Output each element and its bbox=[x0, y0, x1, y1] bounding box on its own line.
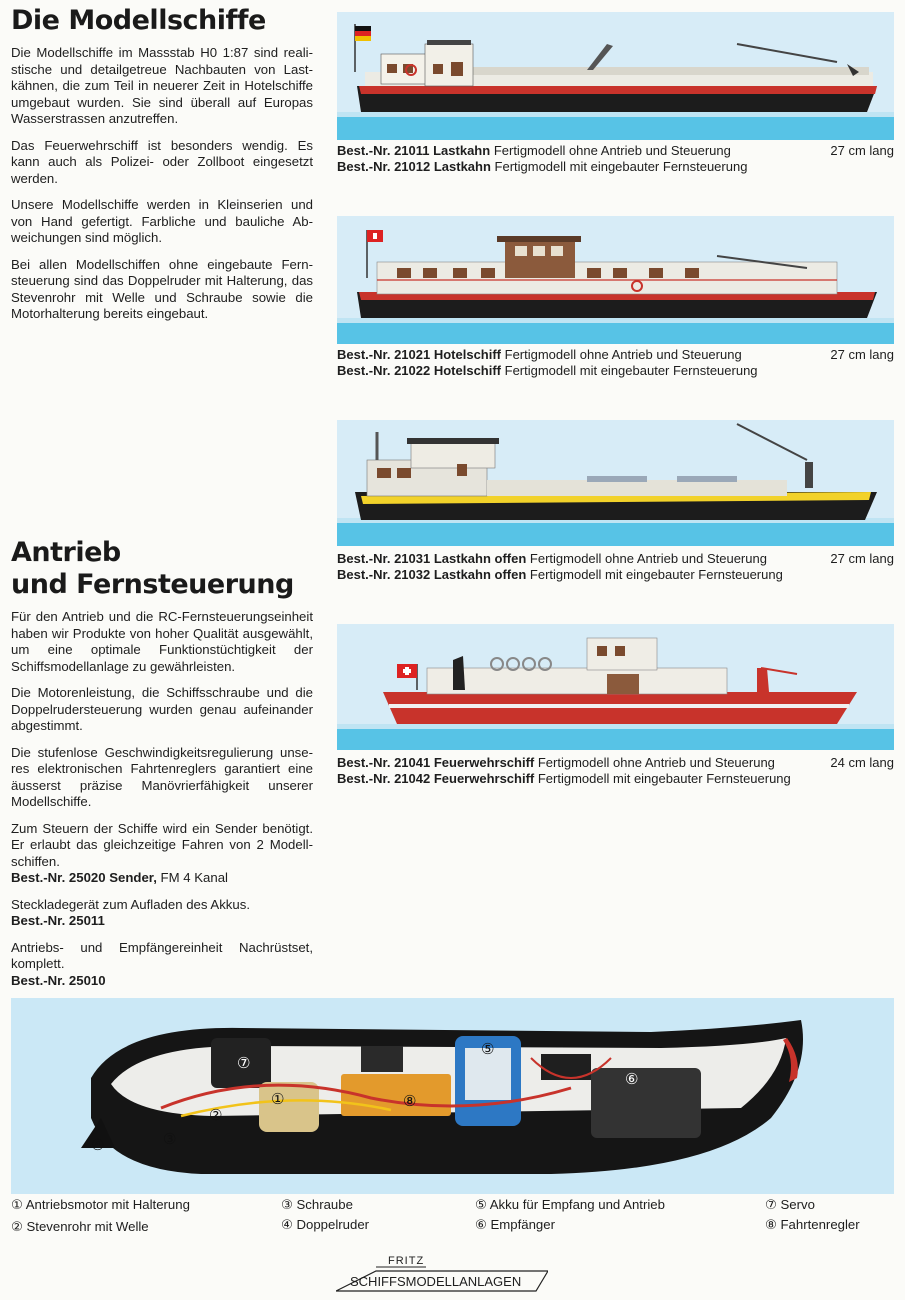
order-desc: Fertigmodell ohne Antrieb und Steuerung bbox=[526, 551, 767, 566]
charger-block bbox=[11, 897, 313, 930]
title-line: Antrieb bbox=[11, 537, 121, 568]
caption-hotelschiff bbox=[337, 347, 894, 379]
legend-item: ⑦ Servo bbox=[765, 1197, 815, 1212]
order-number: Best.-Nr. 21031 Lastkahn offen bbox=[337, 551, 527, 566]
legend-item: ⑤ Akku für Empfang und Antrieb bbox=[475, 1197, 665, 1212]
photo-lastkahn-offen bbox=[337, 420, 894, 546]
caption-line bbox=[337, 347, 894, 363]
diagram-label: ③ bbox=[163, 1131, 177, 1148]
caption-line bbox=[337, 143, 894, 159]
legend-column bbox=[11, 1197, 190, 1235]
sender-nr: Best.-Nr. 25020 Sender, bbox=[11, 870, 157, 885]
order-desc: Fertigmodell mit eingebauter Fernsteuerung bbox=[534, 771, 791, 786]
section-title-antrieb bbox=[11, 537, 294, 601]
diagram-label: ① bbox=[271, 1091, 285, 1108]
order-desc: Fertigmodell mit eingebauter Fernsteuerung bbox=[501, 363, 758, 378]
legend-column bbox=[765, 1197, 860, 1233]
intro-text bbox=[11, 45, 313, 333]
caption-line bbox=[337, 771, 894, 787]
diagram-label: ⑧ bbox=[403, 1093, 417, 1110]
caption-line bbox=[337, 551, 894, 567]
diagram-label: ⑦ bbox=[237, 1055, 251, 1072]
sender-desc: FM 4 Kanal bbox=[156, 870, 228, 885]
caption-feuerwehrschiff bbox=[337, 755, 894, 787]
order-desc: Fertigmodell mit eingebauter Fernsteuerung bbox=[490, 159, 748, 174]
length-label: 24 cm lang bbox=[830, 755, 894, 770]
paragraph: Unsere Modellschiffe werden in Kleinserien und von Hand gefertigt. Farbliche und bauliche Abweichungen sind möglich. bbox=[11, 197, 313, 245]
paragraph: Die Motorenleistung, die Schiffsschraube und die Doppelrudersteuerung wurden genau aufeinander abgestimmt. bbox=[11, 685, 313, 733]
legend-item: ③ Schraube bbox=[281, 1197, 353, 1212]
caption-line bbox=[337, 567, 894, 583]
kit-text: Antriebs- und Empfängereinheit Nachrüstset, komplett. bbox=[11, 939, 313, 971]
order-number: Best.-Nr. 21041 Feuerwehrschiff bbox=[337, 755, 535, 770]
paragraph: Die Modellschiffe im Massstab H0 1:87 sind realistische und detailgetreue Nachbauten von Lastkähnen, die zum Teil in neuerer Zeit in Hotelschiffe umgebaut wurden. Sie sind überall auf Europas Wasserstrassen anzutreffen. bbox=[11, 45, 313, 126]
caption-line bbox=[337, 363, 894, 379]
legend-column bbox=[281, 1197, 369, 1233]
caption-lastkahn-offen bbox=[337, 551, 894, 583]
diagram-label: ⑤ bbox=[481, 1041, 495, 1058]
legend-item: ① Antriebsmotor mit Halterung bbox=[11, 1197, 190, 1212]
caption-lastkahn bbox=[337, 143, 894, 175]
paragraph: Die stufenlose Geschwindigkeitsregulierung unseres elektronischen Fahrtenreglers garantiert eine äusserst präzise Manövrierfähigkeit unserer Modellschiffe. bbox=[11, 744, 313, 809]
order-desc: Fertigmodell mit eingebauter Fernsteuerung bbox=[526, 567, 783, 582]
sender-line bbox=[11, 870, 313, 887]
diagram-label: ② bbox=[209, 1107, 223, 1124]
antrieb-text bbox=[11, 609, 313, 999]
kit-block bbox=[11, 940, 313, 990]
paragraph: Bei allen Modellschiffen ohne eingebaute Fernsteuerung sind das Doppelruder mit Halterung, das Stevenrohr mit Welle und Schraube sowie die Motorhalterung bereits eingebaut. bbox=[11, 256, 313, 321]
length-label: 27 cm lang bbox=[830, 143, 894, 158]
order-number: Best.-Nr. 21042 Feuerwehrschiff bbox=[337, 771, 535, 786]
paragraph: Das Feuerwehrschiff ist besonders wendig. Es kann auch als Polizei- oder Zollboot eingesetzt werden. bbox=[11, 137, 313, 186]
legend-item: ⑧ Fahrtenregler bbox=[765, 1217, 860, 1232]
legend-item: ④ Doppelruder bbox=[281, 1217, 370, 1232]
charger-text: Steckladegerät zum Aufladen des Akkus. bbox=[11, 896, 250, 912]
diagram-label: ④ bbox=[91, 1137, 105, 1154]
photo-hull-cutaway bbox=[11, 998, 894, 1194]
logo-line2: SCHIFFSMODELLANLAGEN bbox=[350, 1274, 522, 1289]
logo-line1: FRITZ bbox=[388, 1255, 425, 1267]
length-label: 27 cm lang bbox=[830, 347, 894, 362]
order-number: Best.-Nr. 21022 Hotelschiff bbox=[337, 363, 502, 378]
legend-item: ⑥ Empfänger bbox=[475, 1217, 555, 1232]
caption-line bbox=[337, 159, 894, 175]
section-title-modellschiffe: Die Modellschiffe bbox=[11, 5, 266, 36]
photo-hotelschiff bbox=[337, 216, 894, 344]
brand-logo bbox=[336, 1253, 548, 1293]
order-number: Best.-Nr. 21021 Hotelschiff bbox=[337, 347, 502, 362]
kit-nr: Best.-Nr. 25010 bbox=[11, 972, 106, 988]
paragraph: Für den Antrieb und die RC-Fernsteuerungseinheit haben wir Produkte von hoher Qualität ausgewählt, um eine optimale Funktionstüchtigkeit der Schiffsmodellanlage zu gewährleisten. bbox=[11, 609, 313, 674]
diagram-label: ⑥ bbox=[625, 1071, 639, 1088]
legend-column bbox=[475, 1197, 665, 1233]
photo-feuerwehrschiff bbox=[337, 624, 894, 750]
order-desc: Fertigmodell ohne Antrieb und Steuerung bbox=[501, 347, 742, 362]
photo-lastkahn bbox=[337, 12, 894, 140]
order-number: Best.-Nr. 21011 Lastkahn bbox=[337, 143, 491, 158]
charger-nr: Best.-Nr. 25011 bbox=[11, 913, 105, 928]
legend-item: ② Stevenrohr mit Welle bbox=[11, 1219, 149, 1234]
order-number: Best.-Nr. 21032 Lastkahn offen bbox=[337, 567, 527, 582]
order-desc: Fertigmodell ohne Antrieb und Steuerung bbox=[490, 143, 731, 158]
order-number: Best.-Nr. 21012 Lastkahn bbox=[337, 159, 491, 174]
order-desc: Fertigmodell ohne Antrieb und Steuerung bbox=[534, 755, 775, 770]
caption-line bbox=[337, 755, 894, 771]
title-line: und Fernsteuerung bbox=[11, 569, 294, 600]
paragraph: Zum Steuern der Schiffe wird ein Sender benötigt. Er erlaubt das gleichzeitige Fahren von 2 Modellschiffen. bbox=[11, 820, 313, 869]
length-label: 27 cm lang bbox=[830, 551, 894, 566]
